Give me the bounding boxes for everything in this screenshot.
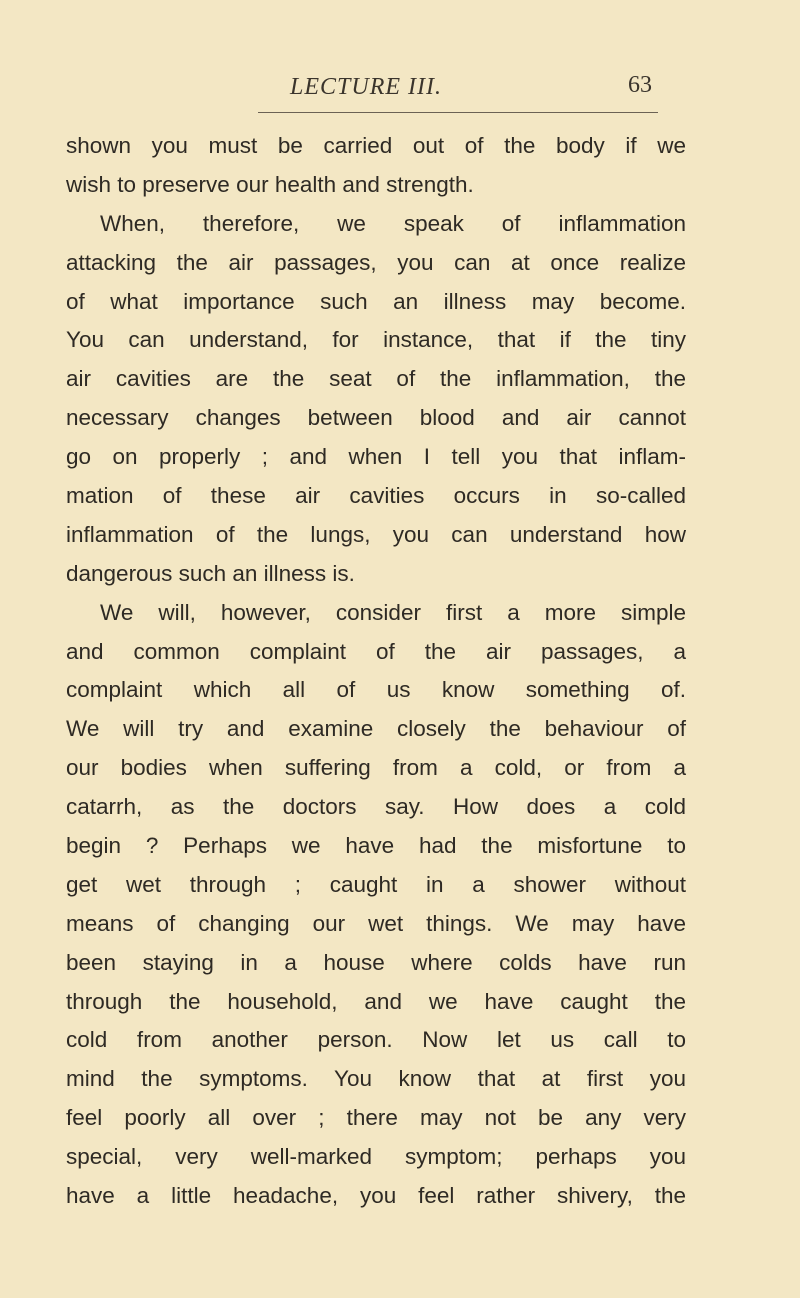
text-line: and common complaint of the air passages, a <box>66 638 686 664</box>
text-line: attacking the air passages, you can at once realize <box>66 249 686 275</box>
running-head: LECTURE III. <box>290 74 442 100</box>
text-line: dangerous such an illness is. <box>66 560 355 586</box>
text-line: mind the symptoms. You know that at first you <box>66 1066 686 1092</box>
body-text <box>66 127 686 1216</box>
text-line: inflammation of the lungs, you can understand how <box>66 521 686 547</box>
text-line: begin ? Perhaps we have had the misfortune to <box>66 833 686 859</box>
text-line: means of changing our wet things. We may have <box>66 910 686 936</box>
text-line: through the household, and we have caught the <box>66 988 686 1014</box>
text-line: go on properly ; and when I tell you that inflam- <box>66 444 686 470</box>
text-line: necessary changes between blood and air cannot <box>66 405 686 431</box>
text-line: complaint which all of us know something of. <box>66 677 686 703</box>
text-line: our bodies when suffering from a cold, or from a <box>66 755 686 781</box>
text-line: You can understand, for instance, that if the tiny <box>66 327 686 353</box>
text-line: When, therefore, we speak of inflammation <box>100 210 686 236</box>
text-line: been staying in a house where colds have run <box>66 949 686 975</box>
page-number: 63 <box>628 72 652 98</box>
text-line: cold from another person. Now let us call to <box>66 1027 686 1053</box>
text-line: We will, however, consider first a more simple <box>100 599 686 625</box>
text-line: mation of these air cavities occurs in so-called <box>66 483 686 509</box>
text-line: of what importance such an illness may become. <box>66 288 686 314</box>
text-line: feel poorly all over ; there may not be any very <box>66 1105 686 1131</box>
text-line: wish to preserve our health and strength. <box>66 171 474 197</box>
header-rule <box>258 112 658 113</box>
text-line: have a little headache, you feel rather shivery, the <box>66 1183 686 1209</box>
text-line: We will try and examine closely the behaviour of <box>66 716 686 742</box>
text-line: catarrh, as the doctors say. How does a cold <box>66 794 686 820</box>
text-line: shown you must be carried out of the body if we <box>66 133 686 158</box>
text-line: special, very well-marked symptom; perhaps you <box>66 1144 686 1170</box>
text-line: get wet through ; caught in a shower without <box>66 871 686 897</box>
text-line: air cavities are the seat of the inflammation, the <box>66 366 686 392</box>
